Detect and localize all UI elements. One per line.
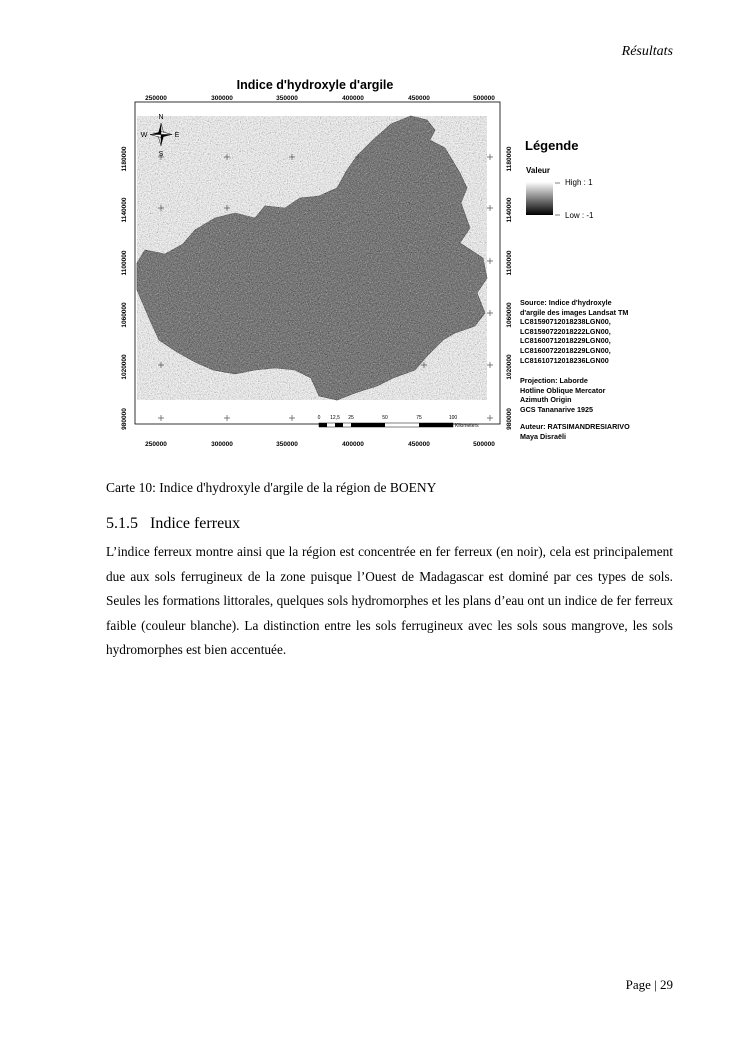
legend-projection <box>520 376 605 414</box>
y-tick-right: 1020000 <box>506 354 513 380</box>
y-tick-left: 1140000 <box>121 197 128 223</box>
source-line: d'argile des images Landsat TM <box>520 307 629 317</box>
section-number: 5.1.5 <box>106 515 138 532</box>
scale-label: 25 <box>348 415 354 421</box>
y-tick-left: 1100000 <box>121 250 128 276</box>
figure-caption: Carte 10: Indice d'hydroxyle d'argile de la région de BOENY <box>106 480 437 495</box>
source-line: LC81600712018229LGN00, <box>520 336 611 346</box>
x-tick-bottom: 300000 <box>211 441 233 448</box>
y-tick-right: 1140000 <box>506 197 513 223</box>
scale-unit: Kilometers <box>455 423 479 429</box>
section-title: Indice ferreux <box>150 515 241 532</box>
x-tick-bottom: 500000 <box>473 441 495 448</box>
header-section-title: Résultats <box>621 44 673 59</box>
page-footer: Page | 29 <box>625 977 673 992</box>
compass-east: E <box>174 132 180 139</box>
section-heading <box>106 515 240 533</box>
projection-line: Azimuth Origin <box>520 395 572 405</box>
legend-title: Légende <box>525 138 579 153</box>
source-line: LC81610712018236LGN00 <box>520 355 609 365</box>
x-tick-bottom: 250000 <box>145 441 167 448</box>
x-tick-bottom: 400000 <box>342 441 364 448</box>
y-tick-left: 1020000 <box>121 354 128 380</box>
projection-line: Hotline Oblique Mercator <box>520 385 606 395</box>
compass-west: W <box>140 132 148 139</box>
y-tick-left: 980000 <box>121 408 128 430</box>
scale-label: 0 <box>317 415 321 421</box>
compass-north: N <box>158 114 164 121</box>
y-tick-left: 1060000 <box>121 302 128 328</box>
y-tick-right: 1100000 <box>506 250 513 276</box>
body-paragraph: L’indice ferreux montre ainsi que la région est concentrée en fer ferreux (en noir), cela est principalement due aux sols ferrugineux de la zone puisque l’Ouest de Madagascar est dominé par ces types de sols. Seules les formations littorales, quelques sols hydromorphes et les plans d’eau ont un indice de fer ferreux faible (couleur blanche). La distinction entre les sols ferrugineux avec les sols sous mangrove, les sols hydromorphes est bien accentuée. <box>106 544 673 657</box>
x-tick-bottom: 450000 <box>408 441 430 448</box>
x-tick-top: 400000 <box>342 95 364 102</box>
source-line: Source: Indice d'hydroxyle <box>520 298 612 307</box>
scale-label: 100 <box>448 415 458 421</box>
compass-south: S <box>158 151 164 158</box>
scale-label: 12,5 <box>330 415 340 421</box>
x-tick-top: 450000 <box>408 95 430 102</box>
legend-source <box>520 298 628 365</box>
author-line: Maya Disraëli <box>520 431 566 441</box>
scale-label: 75 <box>416 415 422 421</box>
projection-line: GCS Tananarive 1925 <box>520 404 593 414</box>
y-tick-right: 1060000 <box>506 302 513 328</box>
page-number: 29 <box>660 977 673 992</box>
x-tick-top: 500000 <box>473 95 495 102</box>
source-line: LC81590712018238LGN00, <box>520 317 611 327</box>
source-line: LC81590722018222LGN00, <box>520 326 611 336</box>
legend-low: Low : -1 <box>565 211 594 220</box>
map-figure <box>115 78 655 450</box>
author-line: Auteur: RATSIMANDRESIARIVO <box>520 422 630 431</box>
x-tick-top: 350000 <box>276 95 298 102</box>
x-tick-bottom: 350000 <box>276 441 298 448</box>
legend-high: High : 1 <box>565 178 593 187</box>
scale-label: 50 <box>382 415 388 421</box>
projection-line: Projection: Laborde <box>520 376 588 385</box>
y-tick-right: 980000 <box>506 408 513 430</box>
map-title: Indice d'hydroxyle d'argile <box>236 78 394 92</box>
legend-gradient <box>526 182 553 215</box>
x-tick-top: 300000 <box>211 95 233 102</box>
legend-value-label: Valeur <box>526 166 551 175</box>
legend-author <box>520 422 630 441</box>
x-tick-top: 250000 <box>145 95 167 102</box>
y-tick-left: 1180000 <box>121 146 128 172</box>
page-label: Page <box>625 977 651 992</box>
y-tick-right: 1180000 <box>506 146 513 172</box>
source-line: LC81600722018229LGN00, <box>520 345 611 355</box>
